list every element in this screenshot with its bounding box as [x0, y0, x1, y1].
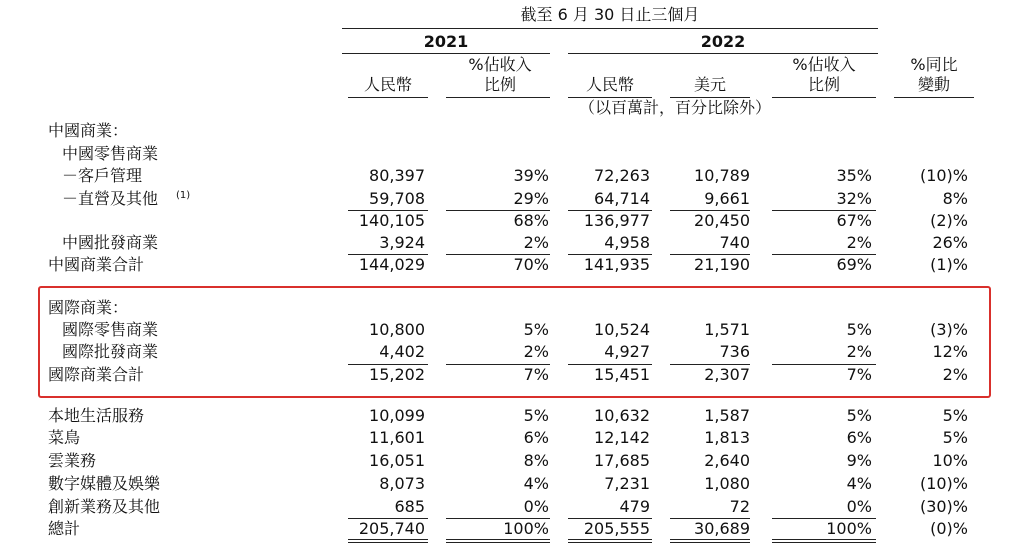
- row-label: 國際批發商業: [62, 342, 159, 361]
- total-rule: [568, 254, 652, 255]
- row-label: 國際商業合計: [48, 365, 145, 384]
- row-label: 菜鳥: [48, 428, 81, 447]
- row-value: 136,977: [583, 211, 650, 230]
- row-value: (30)%: [919, 497, 968, 516]
- row-value: (3)%: [930, 320, 968, 339]
- row-value: 10,524: [594, 320, 650, 339]
- total-rule: [446, 254, 550, 255]
- row-value: 20,450: [694, 211, 750, 230]
- year-2021-rule: [342, 53, 550, 54]
- col-pct-2021-line1: %佔收入: [468, 55, 532, 74]
- row-value: 205,555: [583, 519, 650, 538]
- col-yoy-line2: 變動: [917, 75, 950, 94]
- row-value: 64,714: [594, 189, 650, 208]
- row-value: 59,708: [369, 189, 425, 208]
- col-rule: [446, 97, 550, 98]
- year-2022-rule: [568, 53, 878, 54]
- row-value: 100%: [503, 519, 549, 538]
- col-pct-2022-line1: %佔收入: [792, 55, 856, 74]
- row-value: 1,587: [704, 406, 750, 425]
- row-value: 6%: [523, 428, 549, 447]
- row-value: 5%: [846, 406, 872, 425]
- row-value: 4,402: [379, 342, 425, 361]
- row-label: 中國商業合計: [48, 255, 145, 274]
- row-value: 5%: [846, 320, 872, 339]
- row-label: 中國批發商業: [62, 233, 159, 252]
- table-row: [0, 165, 1024, 187]
- row-value: 736: [719, 342, 750, 361]
- row-value: 68%: [513, 211, 549, 230]
- row-value: 2%: [523, 342, 549, 361]
- double-rule: [568, 539, 652, 540]
- double-rule: [446, 539, 550, 540]
- row-value: 5%: [523, 320, 549, 339]
- row-label: 本地生活服務: [48, 406, 145, 425]
- row-value: 10,789: [694, 166, 750, 185]
- intl-total-rule: [670, 364, 750, 365]
- row-label: 國際零售商業: [62, 320, 159, 339]
- col-rmb-2022: 人民幣: [585, 75, 634, 94]
- row-value: 140,105: [358, 211, 425, 230]
- col-yoy-line1: %同比: [910, 55, 958, 74]
- row-value: 685: [394, 497, 425, 516]
- row-value: 80,397: [369, 166, 425, 185]
- row-value: 141,935: [583, 255, 650, 274]
- row-value: 2%: [942, 365, 968, 384]
- row-value: 17,685: [594, 451, 650, 470]
- row-value: 11,601: [369, 428, 425, 447]
- table-row: [0, 341, 1024, 363]
- row-value: (1)%: [930, 255, 968, 274]
- row-label: －客戶管理: [62, 166, 143, 185]
- row-label: 中國商業：: [48, 121, 129, 140]
- intl-total-rule: [348, 364, 428, 365]
- table-row: [0, 232, 1024, 254]
- table-row: [0, 518, 1024, 540]
- table-row: [0, 120, 1024, 142]
- col-pct-2022-line2: 比例: [807, 75, 840, 94]
- row-value: 9%: [846, 451, 872, 470]
- row-value: 2%: [846, 342, 872, 361]
- row-value: 32%: [836, 189, 872, 208]
- row-value: 7%: [846, 365, 872, 384]
- row-value: 2%: [523, 233, 549, 252]
- row-value: 4%: [846, 474, 872, 493]
- col-rmb-2021: 人民幣: [363, 75, 412, 94]
- row-value: 30,689: [694, 519, 750, 538]
- row-value: 2,640: [704, 451, 750, 470]
- row-label: 雲業務: [48, 451, 97, 470]
- row-value: 740: [719, 233, 750, 252]
- intl-total-rule: [446, 364, 550, 365]
- double-rule: [348, 542, 428, 543]
- grand-total-rule: [348, 518, 428, 519]
- row-value: 8%: [523, 451, 549, 470]
- row-value: 5%: [942, 428, 968, 447]
- row-value: 39%: [513, 166, 549, 185]
- row-value: 12,142: [594, 428, 650, 447]
- total-rule: [348, 254, 428, 255]
- grand-total-rule: [772, 518, 876, 519]
- double-rule: [446, 542, 550, 543]
- table-row: [0, 188, 1024, 210]
- subtotal-rule: [670, 210, 750, 211]
- col-pct-2021-line2: 比例: [483, 75, 516, 94]
- table-row: [0, 297, 1024, 319]
- row-label: －直營及其他: [62, 189, 159, 208]
- row-value: 479: [619, 497, 650, 516]
- row-value: 10,632: [594, 406, 650, 425]
- row-value: 1,080: [704, 474, 750, 493]
- row-value: 1,571: [704, 320, 750, 339]
- row-value: 15,451: [594, 365, 650, 384]
- row-value: 10%: [932, 451, 968, 470]
- row-value: 2%: [846, 233, 872, 252]
- row-value: 67%: [836, 211, 872, 230]
- double-rule: [670, 542, 750, 543]
- row-value: 70%: [513, 255, 549, 274]
- row-label: 國際商業：: [48, 298, 129, 317]
- col-rule: [348, 97, 428, 98]
- row-value: (10)%: [919, 474, 968, 493]
- row-label: 數字媒體及娛樂: [48, 474, 161, 493]
- row-value: 35%: [836, 166, 872, 185]
- table-row: [0, 364, 1024, 386]
- row-value: 1,813: [704, 428, 750, 447]
- double-rule: [772, 539, 876, 540]
- row-value: 205,740: [358, 519, 425, 538]
- table-row: [0, 210, 1024, 232]
- row-value: 0%: [523, 497, 549, 516]
- subtotal-rule: [348, 210, 428, 211]
- table-row: [0, 143, 1024, 165]
- row-value: 26%: [932, 233, 968, 252]
- intl-total-rule: [772, 364, 876, 365]
- grand-total-rule: [670, 518, 750, 519]
- row-label: 創新業務及其他: [48, 497, 161, 516]
- row-value: 10,099: [369, 406, 425, 425]
- row-value: (10)%: [919, 166, 968, 185]
- double-rule: [348, 539, 428, 540]
- row-value: 4,958: [604, 233, 650, 252]
- year-2022-header: 2022: [700, 32, 746, 51]
- row-value: 12%: [932, 342, 968, 361]
- row-value: 4%: [523, 474, 549, 493]
- table-row: [0, 319, 1024, 341]
- row-value: 144,029: [358, 255, 425, 274]
- row-value: 69%: [836, 255, 872, 274]
- row-value: 5%: [942, 406, 968, 425]
- row-value: 5%: [523, 406, 549, 425]
- unit-note: （以百萬計，百分比除外）: [578, 98, 771, 117]
- grand-total-rule: [568, 518, 652, 519]
- table-row: [0, 427, 1024, 449]
- year-2021-header: 2021: [423, 32, 469, 51]
- table-row: [0, 473, 1024, 495]
- double-rule: [772, 542, 876, 543]
- intl-total-rule: [568, 364, 652, 365]
- col-rule: [772, 97, 876, 98]
- row-value: 72,263: [594, 166, 650, 185]
- row-value: 8%: [942, 189, 968, 208]
- total-rule: [670, 254, 750, 255]
- row-value: 6%: [846, 428, 872, 447]
- row-value: 8,073: [379, 474, 425, 493]
- col-usd-2022: 美元: [693, 75, 726, 94]
- row-value: 9,661: [704, 189, 750, 208]
- row-value: 3,924: [379, 233, 425, 252]
- subtotal-rule: [772, 210, 876, 211]
- row-value: (2)%: [930, 211, 968, 230]
- row-value: 7%: [523, 365, 549, 384]
- row-value: 4,927: [604, 342, 650, 361]
- period-header: 截至 6 月 30 日止三個月: [520, 5, 700, 24]
- row-value: 29%: [513, 189, 549, 208]
- double-rule: [568, 542, 652, 543]
- table-row: [0, 450, 1024, 472]
- row-value: 10,800: [369, 320, 425, 339]
- subtotal-rule: [446, 210, 550, 211]
- row-value: 7,231: [604, 474, 650, 493]
- footnote-marker: (1): [176, 190, 191, 201]
- row-value: 0%: [846, 497, 872, 516]
- subtotal-rule: [568, 210, 652, 211]
- row-value: 2,307: [704, 365, 750, 384]
- row-label: 總計: [48, 519, 81, 538]
- row-value: 100%: [826, 519, 872, 538]
- row-value: (0)%: [930, 519, 968, 538]
- row-label: 中國零售商業: [62, 144, 159, 163]
- grand-total-rule: [446, 518, 550, 519]
- table-row: [0, 496, 1024, 518]
- table-row: [0, 254, 1024, 276]
- double-rule: [670, 539, 750, 540]
- table-row: [0, 405, 1024, 427]
- row-value: 15,202: [369, 365, 425, 384]
- col-rule: [894, 97, 974, 98]
- row-value: 16,051: [369, 451, 425, 470]
- period-rule: [342, 28, 878, 29]
- row-value: 72: [729, 497, 750, 516]
- row-value: 21,190: [694, 255, 750, 274]
- total-rule: [772, 254, 876, 255]
